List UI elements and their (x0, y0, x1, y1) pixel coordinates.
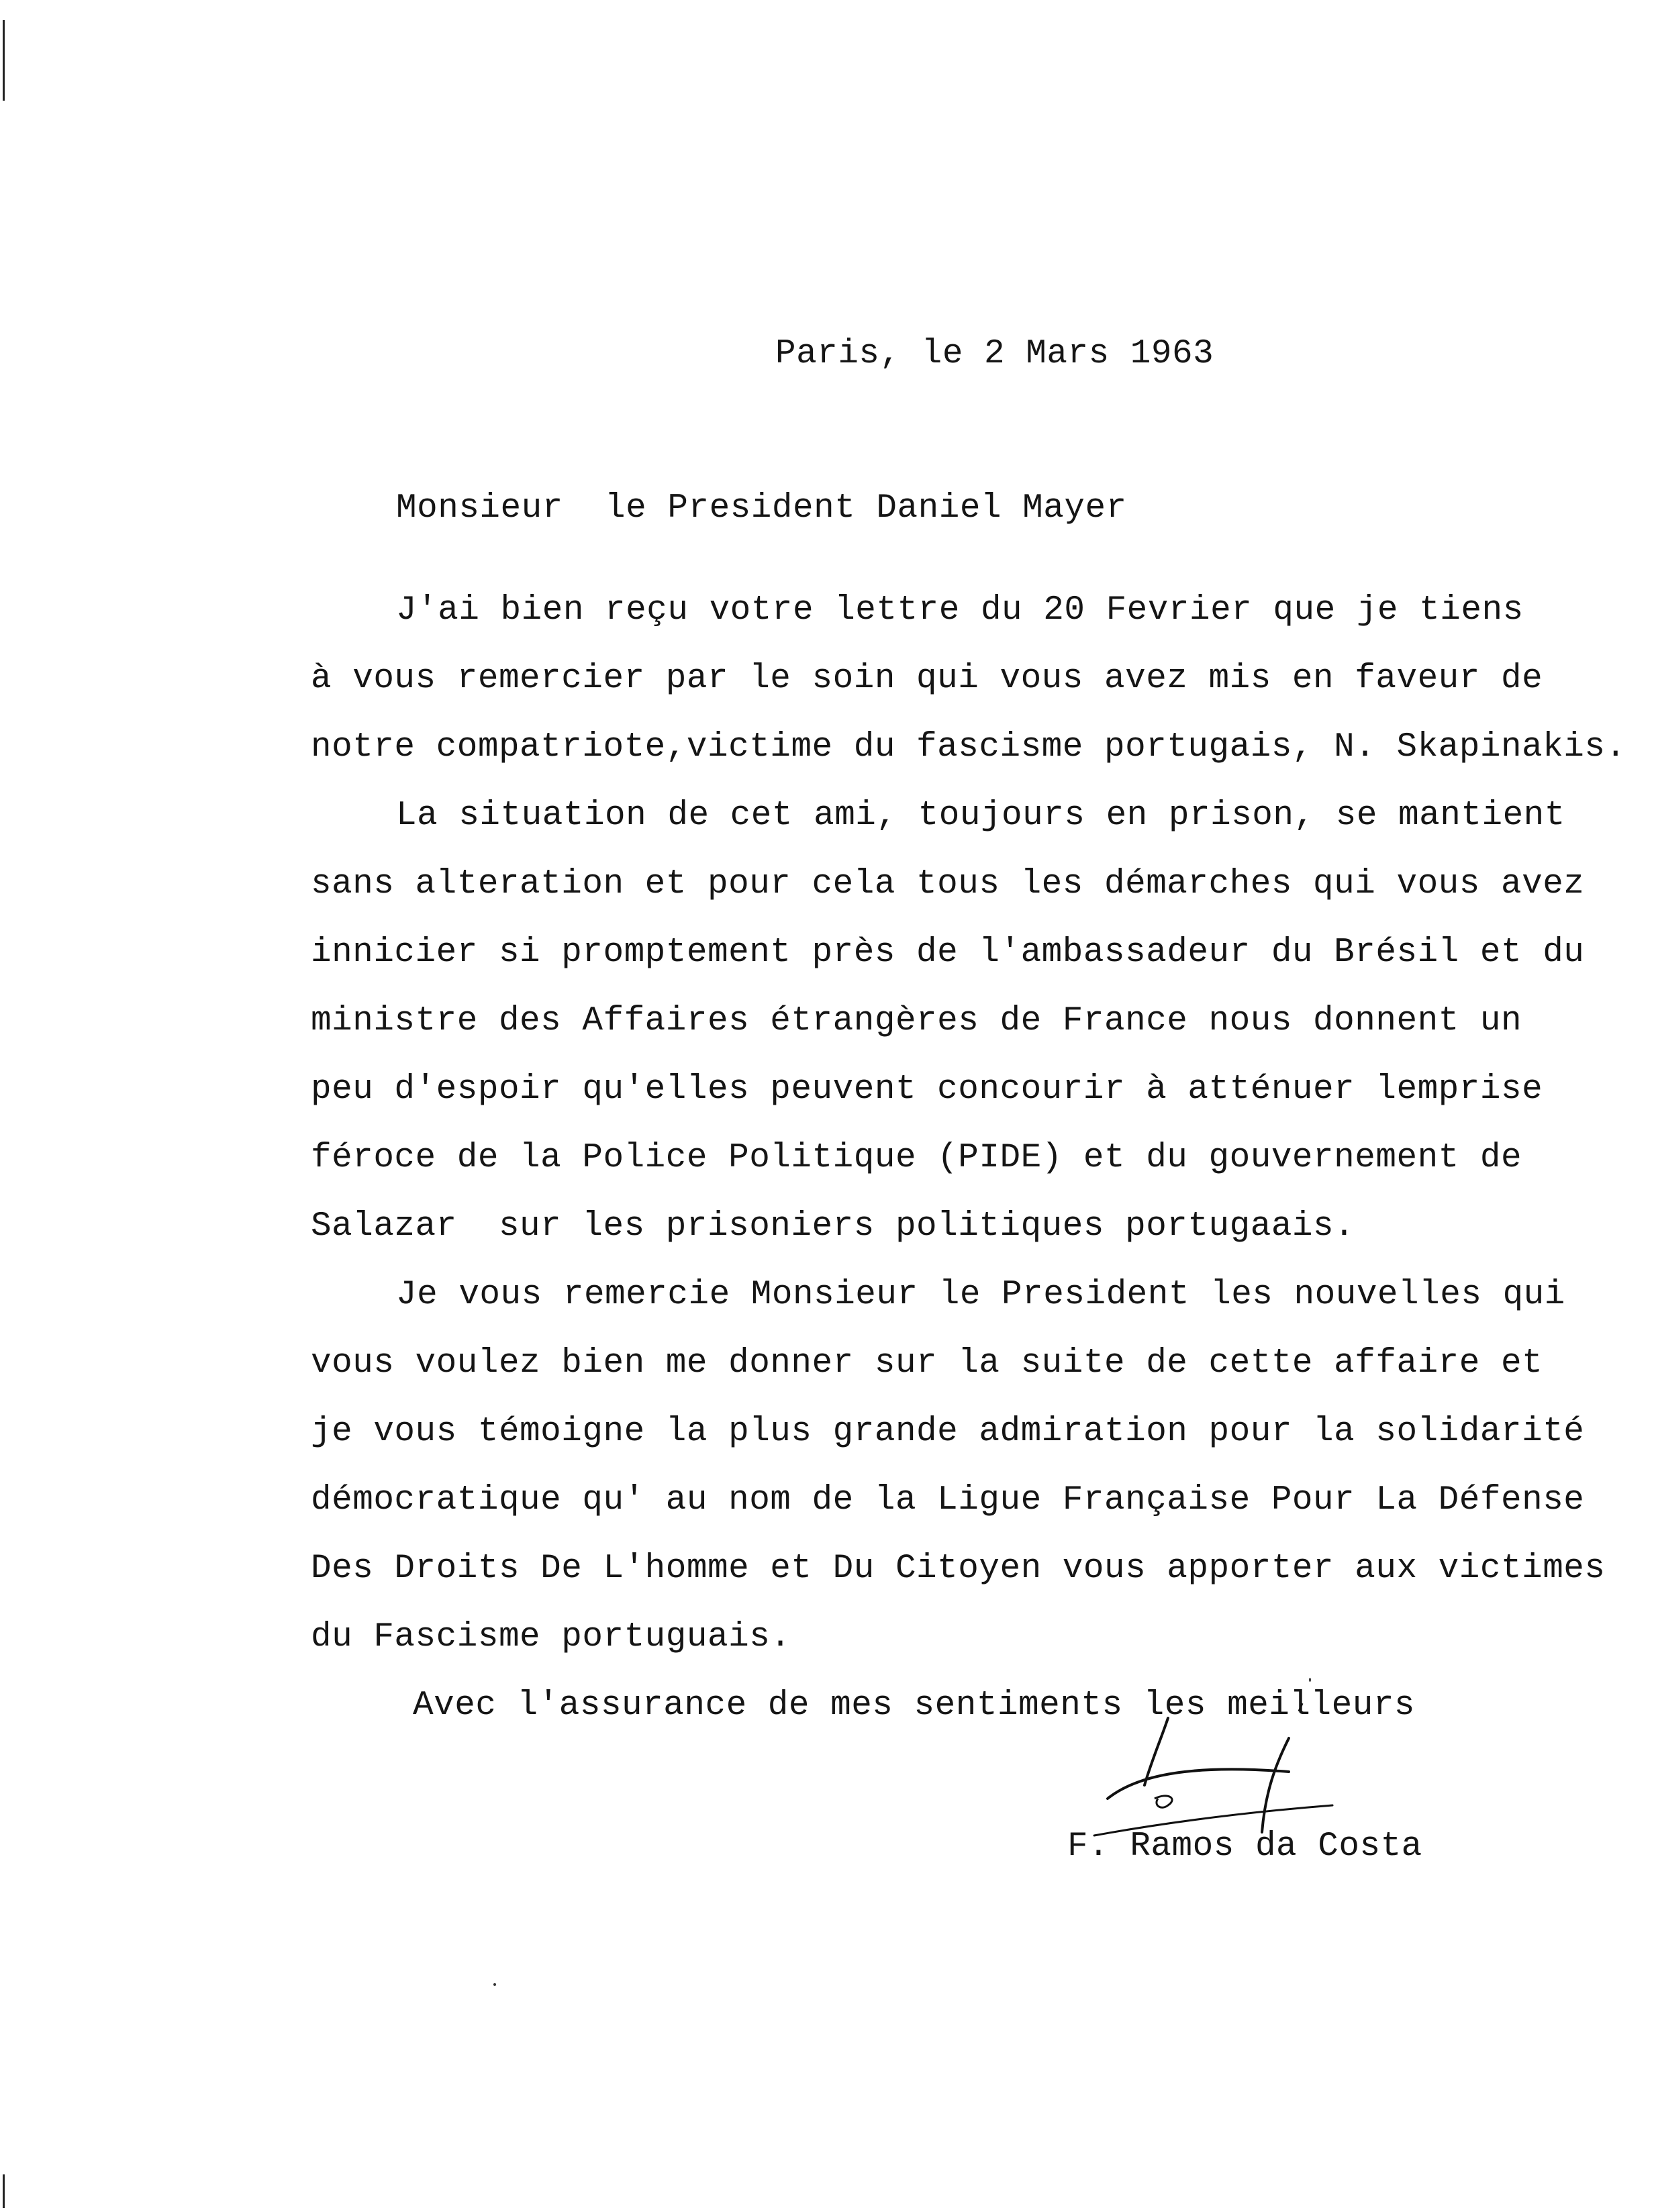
body-line: sans alteration et pour cela tous les démarches qui vous avez (311, 865, 1585, 903)
body-line: je vous témoigne la plus grande admiration pour la solidarité (311, 1413, 1585, 1451)
body-line: notre compatriote,victime du fascisme portugais, N. Skapinakis. (311, 728, 1626, 766)
body-line: à vous remercier par le soin qui vous avez mis en faveur de (311, 660, 1543, 698)
salutation: Monsieur le President Daniel Mayer (396, 489, 1127, 527)
body-line: Je vous remercie Monsieur le President les nouvelles qui (396, 1276, 1565, 1314)
body-line: féroce de la Police Politique (PIDE) et du gouvernement de (311, 1139, 1522, 1177)
body-line: ministre des Affaires étrangères de France nous donnent un (311, 1002, 1522, 1040)
binding-mark-bottom (3, 2174, 5, 2208)
closing-line: Avec l'assurance de mes sentiments les meilleurs (413, 1687, 1416, 1725)
paper-speck (1309, 1678, 1311, 1682)
binding-mark-top (3, 20, 5, 101)
body-line: Des Droits De L'homme et Du Citoyen vous apporter aux victimes (311, 1550, 1606, 1588)
body-line: vous voulez bien me donner sur la suite de cette affaire et (311, 1344, 1543, 1382)
body-line: démocratique qu' au nom de la Ligue Française Pour La Défense (311, 1481, 1585, 1519)
body-line: Salazar sur les prisoniers politiques portugaais. (311, 1207, 1355, 1246)
date-line: Paris, le 2 Mars 1963 (775, 335, 1214, 373)
paper-speck (493, 1983, 496, 1986)
body-line: innicier si promptement près de l'ambassadeur du Brésil et du (311, 934, 1585, 972)
body-line: peu d'espoir qu'elles peuvent concourir à atténuer lemprise (311, 1070, 1543, 1109)
body-line: du Fascisme portuguais. (311, 1618, 791, 1656)
body-line: J'ai bien reçu votre lettre du 20 Fevrier que je tiens (396, 591, 1524, 630)
signatory-name: F. Ramos da Costa (1067, 1827, 1422, 1866)
body-line: La situation de cet ami, toujours en prison, se mantient (396, 797, 1565, 835)
